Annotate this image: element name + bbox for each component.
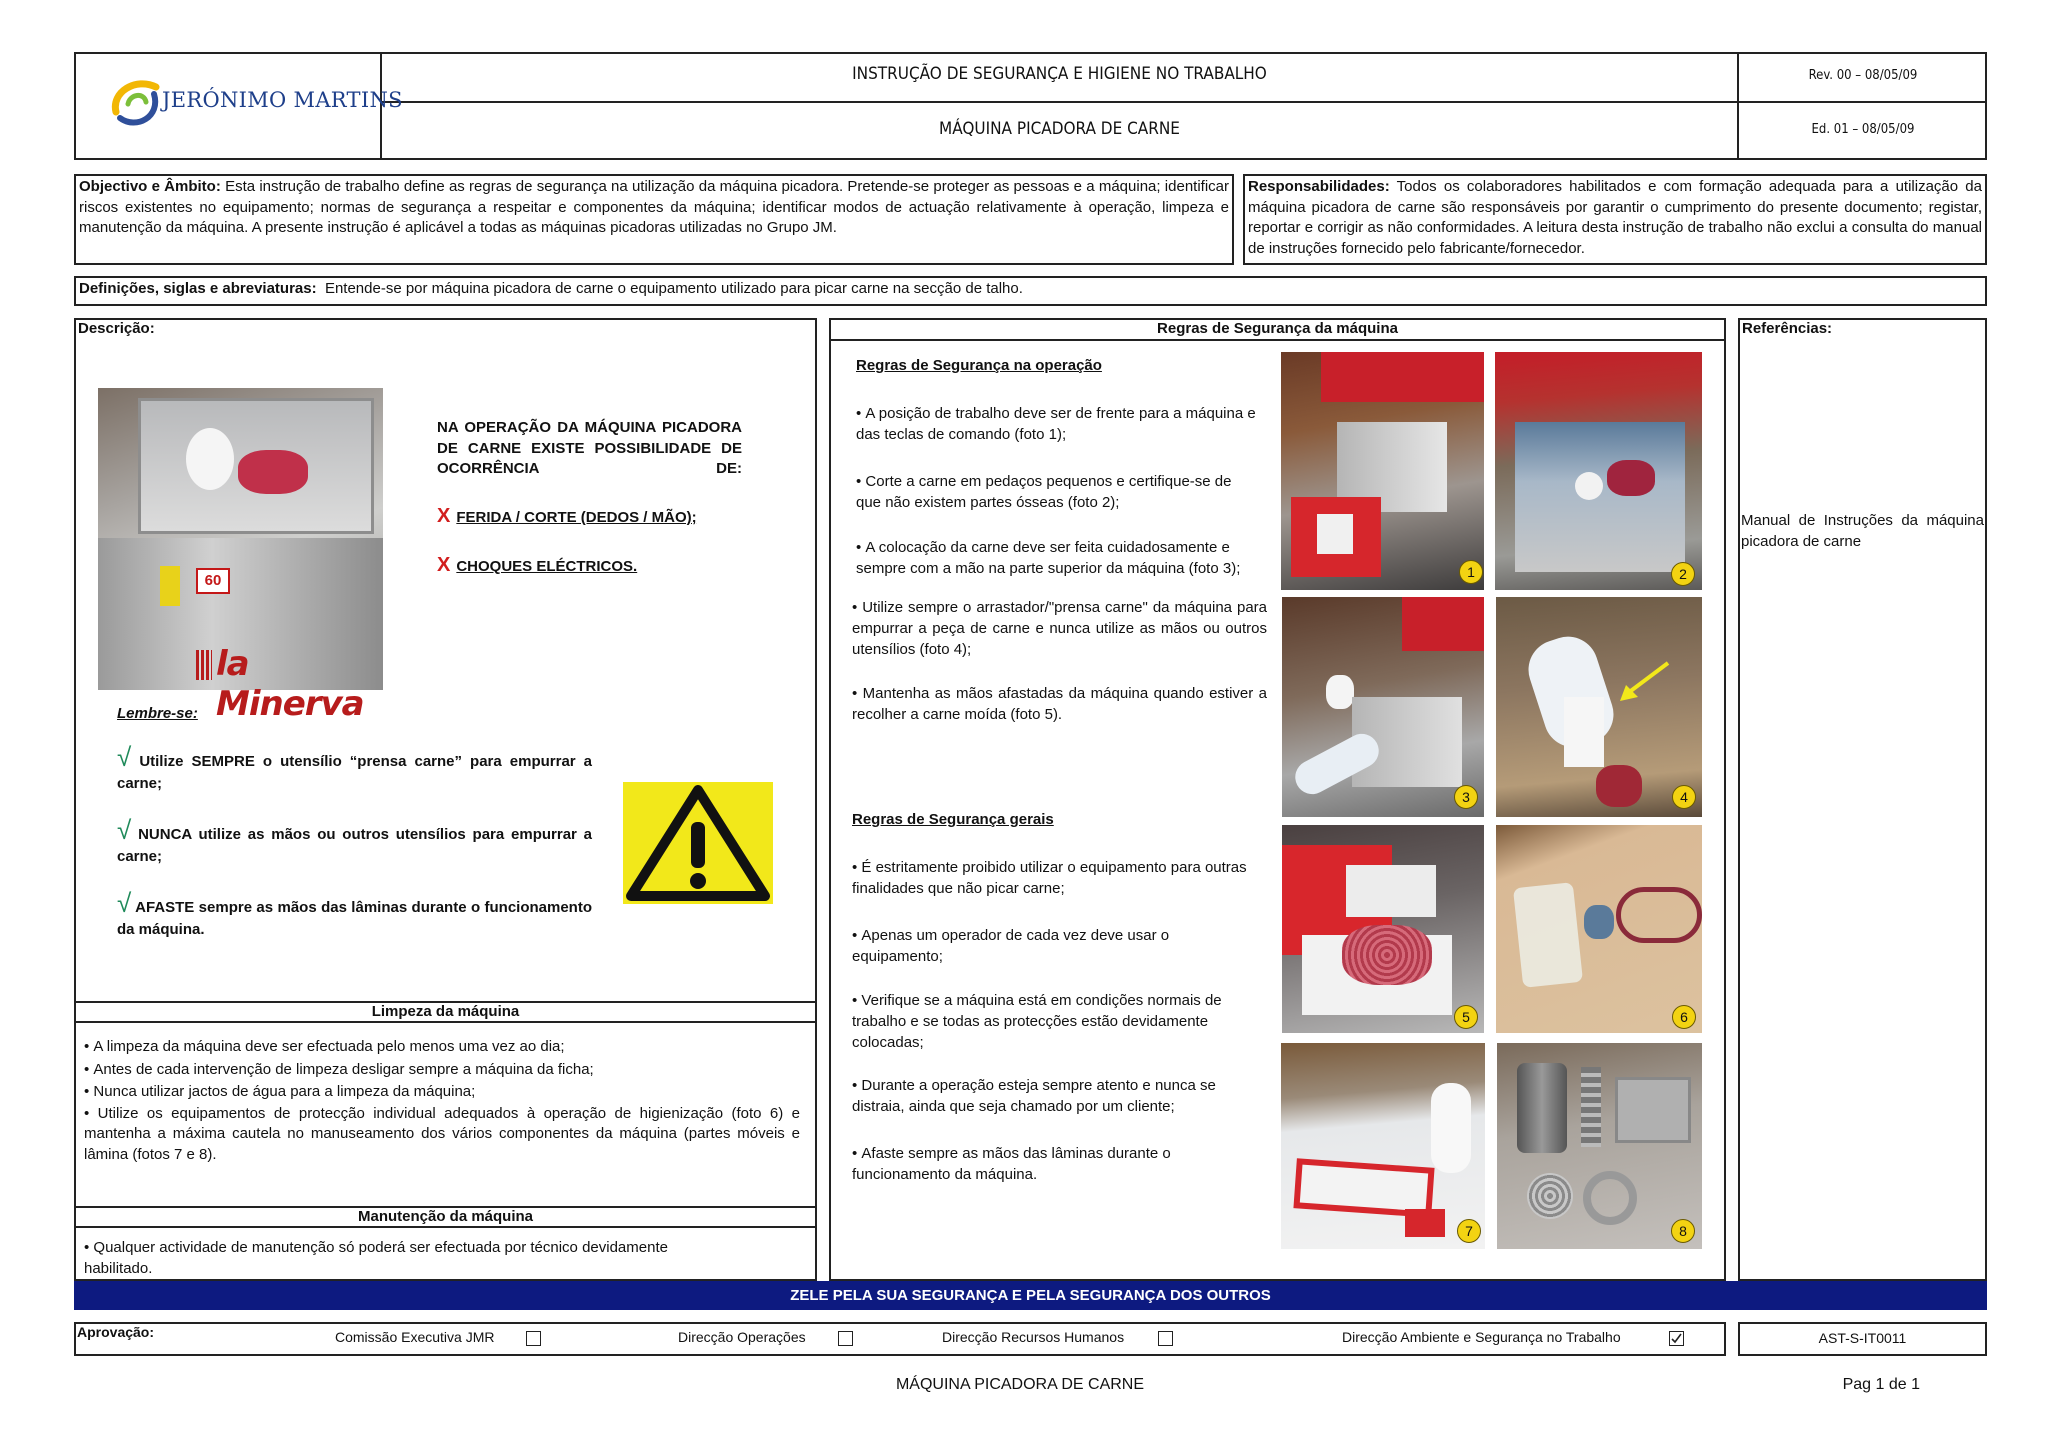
header-divider-mid: [380, 101, 1987, 103]
limpeza-item: • Nunca utilizar jactos de água para a limpeza da máquina;: [84, 1083, 476, 1100]
revision-label: Rev. 00 – 08/05/09: [1808, 68, 1918, 83]
limpeza-item: • Antes de cada intervenção de limpeza desligar sempre a máquina da ficha;: [84, 1060, 594, 1078]
logo-text: JERÓNIMO MARTINS: [162, 88, 403, 112]
operacao-item-2: • Corte a carne em pedaços pequenos e certifique-se de que não existem partes ósseas (foto 2);: [856, 473, 1232, 511]
objectivo-label: Objectivo e Âmbito:: [79, 178, 221, 195]
check-icon: √: [117, 742, 132, 772]
approval-item-rh[interactable]: [942, 1329, 1173, 1346]
photo-2: [1495, 352, 1702, 590]
risk-x-icon: X: [437, 554, 451, 576]
limpeza-item: • Utilize os equipamentos de protecção individual adequados à operação de higienização (foto 6) e mantenha a máxima cautela no manuseamento dos vários componentes da máquina (partes móveis e lâmina (fotos 7 e 8).: [84, 1104, 800, 1163]
warning-triangle-icon: [623, 782, 773, 904]
aprovacao-label: Aprovação:: [77, 1324, 155, 1340]
risk-label: FERIDA / CORTE (DEDOS / MÃO);: [456, 509, 697, 526]
warning-sign: [623, 782, 773, 904]
reminder-text: NUNCA utilize as mãos ou outros utensílios para empurrar a carne;: [117, 826, 593, 865]
reminder-text: Utilize SEMPRE o utensílio “prensa carne” para empurrar a carne;: [117, 753, 592, 792]
approval-label: Direcção Operações: [678, 1329, 806, 1345]
approval-label: Direcção Recursos Humanos: [942, 1329, 1125, 1345]
responsabilidades-label: Responsabilidades:: [1248, 178, 1390, 195]
safety-banner: ZELE PELA SUA SEGURANÇA E PELA SEGURANÇA DOS OUTROS: [74, 1281, 1987, 1310]
warning-heading: NA OPERAÇÃO DA MÁQUINA PICADORA DE CARNE EXISTE POSSIBILIDADE DE OCORRÊNCIA DE:: [437, 419, 742, 477]
limpeza-title: Limpeza da máquina: [371, 1003, 520, 1020]
gerais-item-5: • Afaste sempre as mãos das lâminas durante o funcionamento da máquina.: [852, 1145, 1171, 1183]
gerais-item-4: • Durante a operação esteja sempre atento e nunca se distraia, ainda que seja chamado por um cliente;: [852, 1077, 1216, 1115]
photo-number-badge: 4: [1672, 785, 1696, 809]
photo-number-badge: 5: [1454, 1005, 1478, 1029]
limpeza-title-rule: [74, 1021, 817, 1023]
definicoes-box: [74, 276, 1987, 306]
approval-label: Direcção Ambiente e Segurança no Trabalho: [1342, 1329, 1621, 1345]
approval-checkbox-checked[interactable]: [1669, 1331, 1684, 1346]
page-number: Pag 1 de 1: [1842, 1376, 1920, 1393]
approval-checkbox[interactable]: [838, 1331, 853, 1346]
definicoes-text: Entende-se por máquina picadora de carne o equipamento utilizado para picar carne na secção de talho.: [316, 280, 1023, 297]
machine-brand: la Minerva: [216, 644, 364, 724]
gerais-item-2: • Apenas um operador de cada vez deve usar o equipamento;: [852, 927, 1170, 965]
responsabilidades-box: [1243, 174, 1987, 265]
approval-label: Comissão Executiva JMR: [335, 1329, 495, 1345]
photo-number-badge: 3: [1454, 785, 1478, 809]
document-title: INSTRUÇÃO DE SEGURANÇA E HIGIENE NO TRABALHO: [852, 64, 1267, 84]
photo-number-badge: 1: [1459, 560, 1483, 584]
photo-number-badge: 6: [1672, 1005, 1696, 1029]
definicoes-label: Definições, siglas e abreviaturas:: [79, 280, 317, 297]
photo-5: [1282, 825, 1484, 1033]
manutencao-list: [84, 1237, 734, 1279]
check-icon: √: [117, 888, 132, 918]
referencias-text: Manual de Instruções da máquina picadora de carne: [1741, 512, 1984, 550]
operacao-title: Regras de Segurança na operação: [856, 357, 1102, 374]
document-code: AST-S-IT0011: [1818, 1330, 1907, 1346]
reminder-item-3: [117, 888, 592, 941]
photo-7: [1281, 1043, 1485, 1249]
operacao-item-3: • A colocação da carne deve ser feita cuidadosamente e sempre com a mão na parte superior da máquina (foto 3);: [856, 539, 1241, 577]
photo-3: [1282, 597, 1484, 817]
manutencao-item: • Qualquer actividade de manutenção só poderá ser efectuada por técnico devidamente habilitado.: [84, 1239, 668, 1277]
approval-item-ambiente[interactable]: [1342, 1329, 1684, 1346]
regras-title: Regras de Segurança da máquina: [1157, 320, 1398, 337]
approval-checkbox[interactable]: [1158, 1331, 1173, 1346]
photo-6: [1496, 825, 1702, 1033]
manutencao-title-rule: [74, 1226, 817, 1228]
operacao-item-5: • Mantenha as mãos afastadas da máquina quando estiver a recolher a carne moída (foto 5).: [852, 685, 1267, 723]
risk-label: CHOQUES ELÉCTRICOS.: [456, 558, 638, 575]
referencias-label: Referências:: [1742, 320, 1833, 337]
gerais-item-1: • É estritamente proibido utilizar o equipamento para outras finalidades que não picar carne;: [852, 859, 1247, 897]
gerais-item-3: • Verifique se a máquina está em condições normais de trabalho e se todas as protecções estão devidamente colocadas;: [852, 992, 1222, 1051]
objectivo-text: Esta instrução de trabalho define as regras de segurança na utilização da máquina picadora. Pretende-se proteger as pessoas e a máquina; identificar riscos existentes no equipamento; normas de segurança a respeitar e componentes da máquina; identificar modos de actuação relativamente à operação, limpeza e manutenção da máquina. A presente instrução é aplicável a todas as máquinas picadoras utilizadas no Grupo JM.: [79, 178, 1229, 236]
check-icon: √: [117, 815, 132, 845]
approval-item-operacoes[interactable]: [678, 1329, 853, 1346]
risk-item-1: [437, 505, 697, 528]
edition-label: Ed. 01 – 08/05/09: [1811, 122, 1915, 137]
photo-number-badge: 8: [1671, 1219, 1695, 1243]
operacao-item-4: • Utilize sempre o arrastador/"prensa carne" da máquina para empurrar a peça de carne e nunca utilize as mãos ou outros utensílios (foto 4);: [852, 599, 1267, 658]
operacao-item-1: • A posição de trabalho deve ser de frente para a máquina e das teclas de comando (foto 1);: [856, 405, 1256, 443]
risk-x-icon: X: [437, 505, 451, 527]
footer-title: MÁQUINA PICADORA DE CARNE: [895, 1376, 1145, 1393]
arrow-icon: [1616, 657, 1676, 707]
photo-number-badge: 7: [1457, 1219, 1481, 1243]
manutencao-title: Manutenção da máquina: [357, 1208, 534, 1225]
regras-title-rule: [829, 339, 1726, 341]
descricao-label: Descrição:: [78, 320, 155, 337]
risk-item-2: [437, 554, 637, 577]
approval-item-comissao[interactable]: [335, 1329, 541, 1346]
limpeza-item: • A limpeza da máquina deve ser efectuada pelo menos uma vez ao dia;: [84, 1038, 565, 1055]
logo-swirl-icon: [106, 72, 166, 132]
company-logo: [106, 72, 403, 132]
photo-8: [1497, 1043, 1702, 1249]
photo-number-badge: 2: [1671, 562, 1695, 586]
lembre-label: Lembre-se:: [117, 705, 198, 722]
gerais-title: Regras de Segurança gerais: [852, 811, 1054, 828]
responsabilidades-text: Todos os colaboradores habilitados e com formação adequada para a utilização da máquina picadora de carne são responsáveis por garantir o cumprimento do presente documento; registar, reportar e corrigir as não conformidades. A leitura desta instrução de trabalho não exclui a consulta do manual de instruções fornecido pelo fabricante/fornecedor.: [1248, 178, 1982, 257]
approval-checkbox[interactable]: [526, 1331, 541, 1346]
reminder-text: AFASTE sempre as mãos das lâminas durante o funcionamento da máquina.: [117, 899, 592, 938]
limpeza-list: [84, 1036, 800, 1165]
objectivo-box: [74, 174, 1234, 265]
reminder-item-2: [117, 815, 593, 868]
referencias-box: [1738, 318, 1987, 1281]
photo-1: [1281, 352, 1484, 590]
document-subtitle: MÁQUINA PICADORA DE CARNE: [939, 119, 1180, 139]
reminder-item-1: [117, 742, 592, 795]
checkmark-icon: [1670, 1332, 1683, 1345]
photo-4: [1496, 597, 1702, 817]
machine-badge: 60: [196, 568, 230, 594]
